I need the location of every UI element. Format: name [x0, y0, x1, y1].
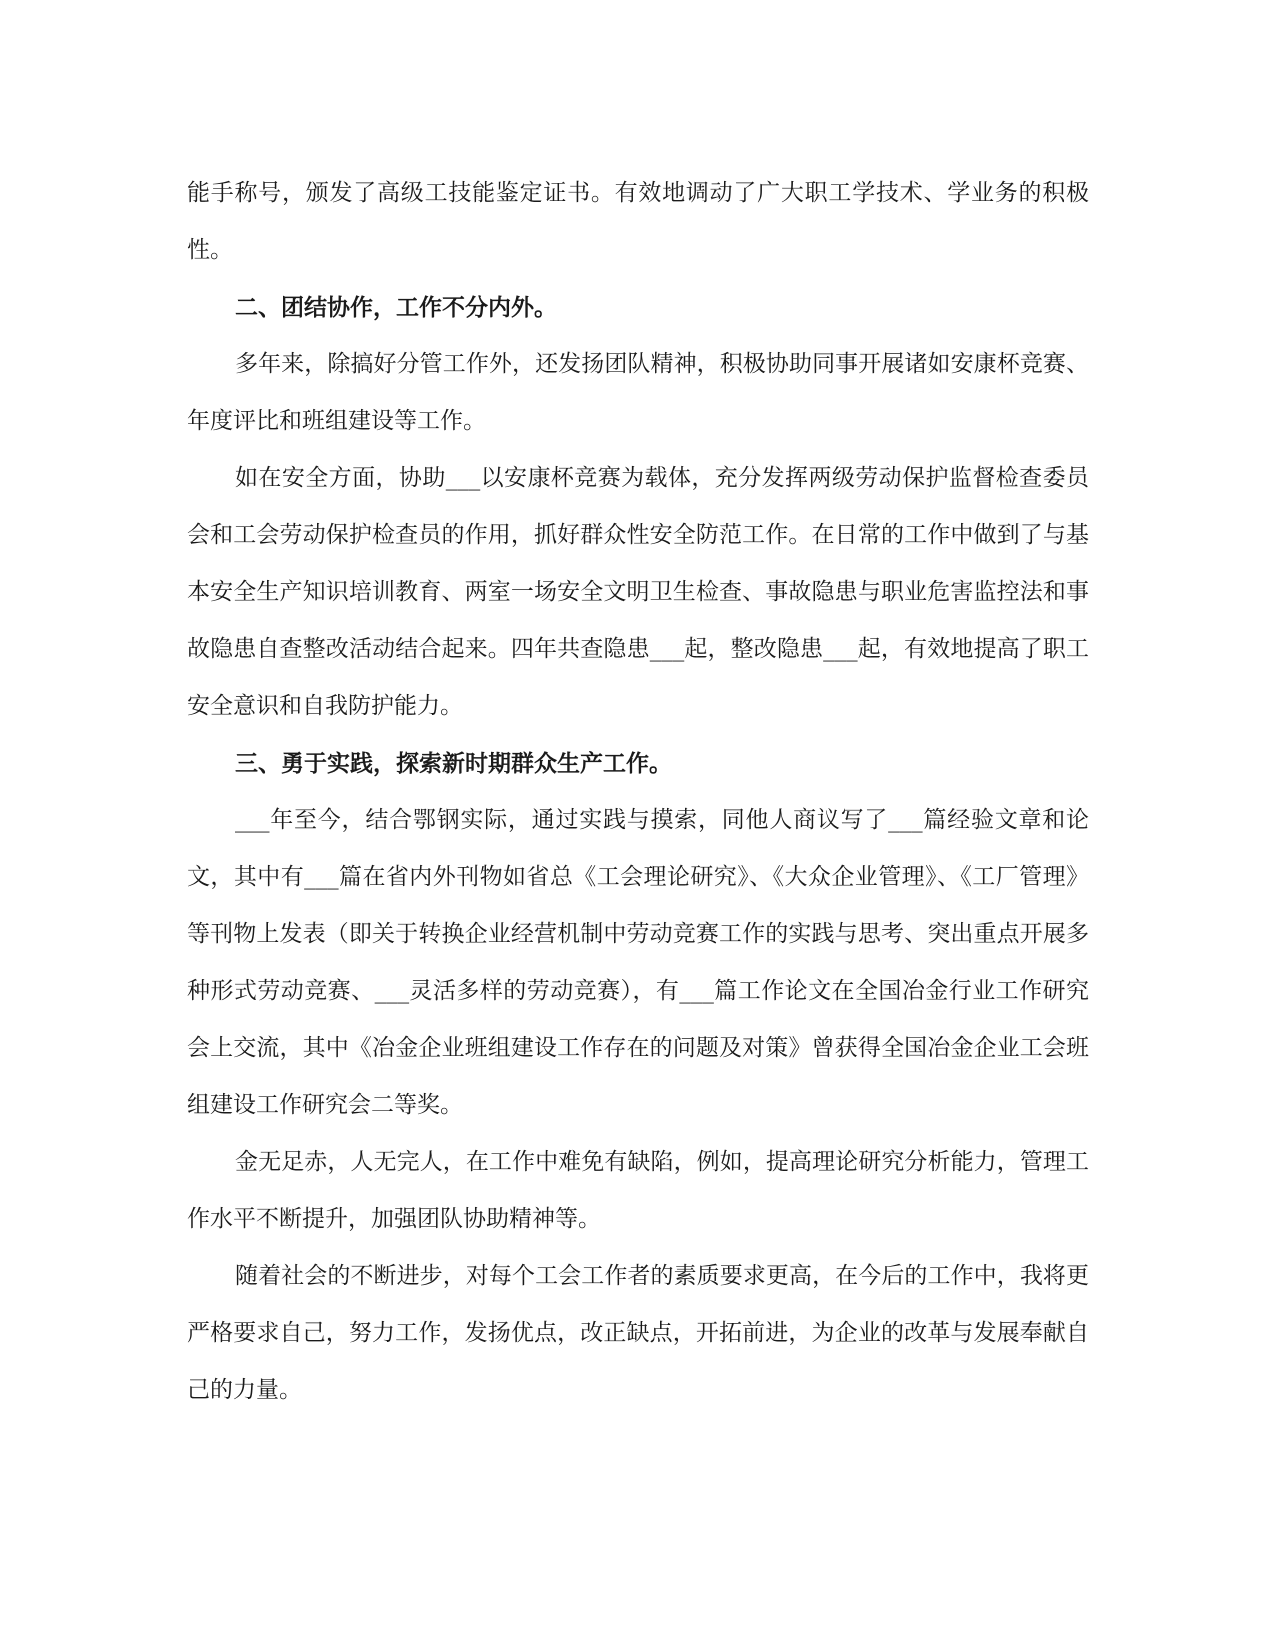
- document-body: [187, 165, 1089, 1419]
- paragraph: 随着社会的不断进步，对每个工会工作者的素质要求更高，在今后的工作中，我将更严格要求自己，努力工作，发扬优点，改正缺点，开拓前进，为企业的改革与发展奉献自己的力量。: [187, 1263, 1089, 1403]
- paragraph-continuation: 能手称号，颁发了高级工技能鉴定证书。有效地调动了广大职工学技术、学业务的积极性。: [187, 180, 1089, 263]
- paragraph: 多年来，除搞好分管工作外，还发扬团队精神，积极协助同事开展诸如安康杯竞赛、年度评比和班组建设等工作。: [187, 351, 1089, 434]
- section-heading-3: 三、勇于实践，探索新时期群众生产工作。: [235, 750, 672, 777]
- paragraph: 如在安全方面，协助___以安康杯竞赛为载体，充分发挥两级劳动保护监督检查委员会和工会劳动保护检查员的作用，抓好群众性安全防范工作。在日常的工作中做到了与基本安全生产知识培训教育、两室一场安全文明卫生检查、事故隐患与职业危害监控法和事故隐患自查整改活动结合起来。四年共查隐患___起，整改隐患___起，有效地提高了职工安全意识和自我防护能力。: [187, 465, 1089, 719]
- paragraph: 金无足赤，人无完人，在工作中难免有缺陷，例如，提高理论研究分析能力，管理工作水平不断提升，加强团队协助精神等。: [187, 1149, 1089, 1232]
- paragraph: ___年至今，结合鄂钢实际，通过实践与摸索，同他人商议写了___篇经验文章和论文，其中有___篇在省内外刊物如省总《工会理论研究》、《大众企业管理》、《工厂管理》等刊物上发表（即关于转换企业经营机制中劳动竞赛工作的实践与思考、突出重点开展多种形式劳动竞赛、___灵活多样的劳动竞赛），有___篇工作论文在全国冶金行业工作研究会上交流，其中《冶金企业班组建设工作存在的问题及对策》曾获得全国冶金企业工会班组建设工作研究会二等奖。: [187, 807, 1089, 1118]
- section-heading-2: 二、团结协作，工作不分内外。: [235, 294, 557, 321]
